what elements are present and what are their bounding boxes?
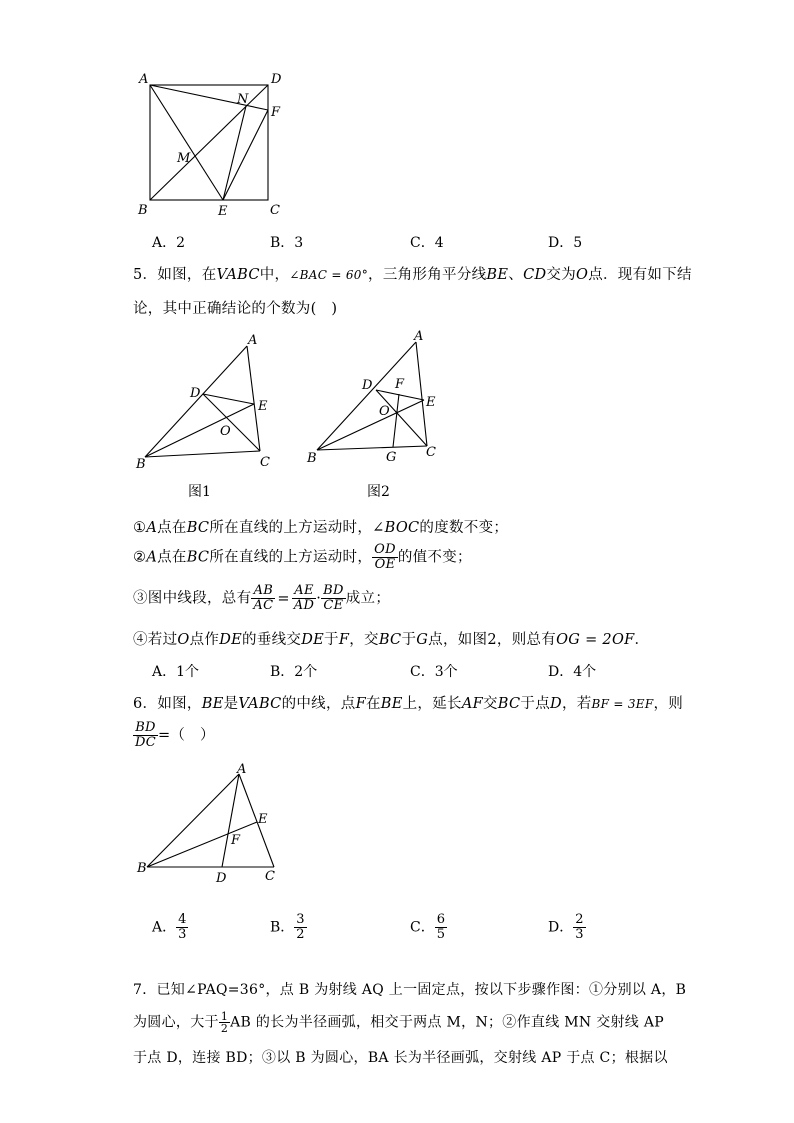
q4-option-a[interactable]: A．2 [152,235,186,251]
q5-f2-label-a: A [414,329,424,344]
q5-f2-label-c: C [426,445,436,460]
q4-label-b: B [138,203,148,218]
q6-option-a[interactable]: A． $\frac{4}{3}$ [152,912,187,942]
q5-f2-label-d: D [362,378,373,393]
q5-statement-1: ①A点在BC所在直线的上方运动时，∠BOC的度数不变； [133,520,509,536]
q4-label-n: N [237,92,249,107]
q5-statement-2: ②A点在BC所在直线的上方运动时， $\frac{OD}{OE}$ 的值不变； [133,542,472,572]
q5-figure-1 [130,330,290,470]
q7-stem-line1: 7．已知∠PAQ=36°，点 B 为射线 AQ 上一固定点，按以下步骤作图：①分别以 A，B [133,982,687,998]
q5-statement-4: ④若过O点作DE的垂线交DE于F，交BC于G点，如图2，则总有OG = 2OF． [133,632,650,648]
q5-f2-label-g: G [386,450,397,465]
q4-label-f: F [271,105,281,120]
q7-stem-line2: 为圆心，大于 $\frac{1}{2}$ AB 的长为半径画弧，相交于两点 M，N；②作直线 MN 交射线 AP [133,1010,664,1035]
q5-f2-label-o: O [379,404,390,419]
q5-f2-label-f: F [395,377,405,392]
q4-label-m: M [177,151,191,166]
q5-option-c[interactable]: C．3个 [410,664,458,680]
q4-figure [130,68,290,223]
q7-stem-line3: 于点 D，连接 BD；③以 B 为圆心，BA 长为半径画弧，交射线 AP 于点 C；根据以 [133,1050,668,1066]
q5-f1-label-c: C [260,455,270,470]
q4-label-e: E [218,204,228,219]
q5-f1-label-o: O [220,424,231,439]
q5-f2-label-e: E [426,395,436,410]
q4-diagonal-bd [150,85,268,200]
q6-option-b[interactable]: B． $\frac{3}{2}$ [270,912,305,942]
q5-statement-3: ③图中线段，总有 $\frac{AB}{AC}$ = $\frac{AE}{AD}$ · $\frac{BD}{CE}$ 成立； [133,583,391,613]
q5-f1-label-b: B [136,457,146,470]
q6-figure [130,762,290,887]
q5-figure-1-caption: 图1 [188,484,211,500]
q4-option-d[interactable]: D．5 [548,235,583,251]
q6-option-d[interactable]: D． $\frac{2}{3}$ [548,912,584,942]
q5-option-b[interactable]: B．2个 [270,664,318,680]
q5-f1-label-d: D [190,386,201,401]
q6-option-c[interactable]: C． $\frac{6}{5}$ [410,912,445,942]
q6-label-b: B [137,861,147,876]
q5-stem-line1: 5．如图，在VABC中，∠BAC = 60°，三角形角平分线BE、CD交为O点．现有如下结 [133,267,692,283]
q5-option-d[interactable]: D．4个 [548,664,597,680]
q4-option-c[interactable]: C．4 [410,235,444,251]
q6-label-f: F [231,833,241,848]
q6-label-e: E [258,812,268,827]
q4-label-a: A [139,72,149,87]
q5-figure-2-caption: 图2 [367,484,390,500]
q4-segment-ae [150,85,223,200]
q4-segment-ef [223,110,268,200]
q6-stem-line1: 6．如图，BE是VABC的中线，点F在BE上，延长AF交BC于点D，若BF = 3EF，则 [133,696,684,712]
q5-stem-line2: 论，其中正确结论的个数为( ) [133,301,338,317]
q6-stem-line2: $\frac{BD}{DC}$ =（ ） [135,720,215,750]
q4-label-c: C [270,203,280,218]
q4-segment-af [150,85,268,110]
q5-option-a[interactable]: A．1个 [152,664,200,680]
q6-label-d: D [216,871,227,886]
q6-label-a: A [237,762,247,777]
q4-segment-en [223,106,246,200]
q6-label-c: C [265,869,275,884]
q5-figure-2 [300,325,460,470]
q5-f1-label-a: A [248,333,258,348]
q4-option-b[interactable]: B．3 [270,235,304,251]
q5-f2-label-b: B [307,451,317,466]
q4-label-d: D [271,72,282,87]
q5-f1-label-e: E [258,399,268,414]
